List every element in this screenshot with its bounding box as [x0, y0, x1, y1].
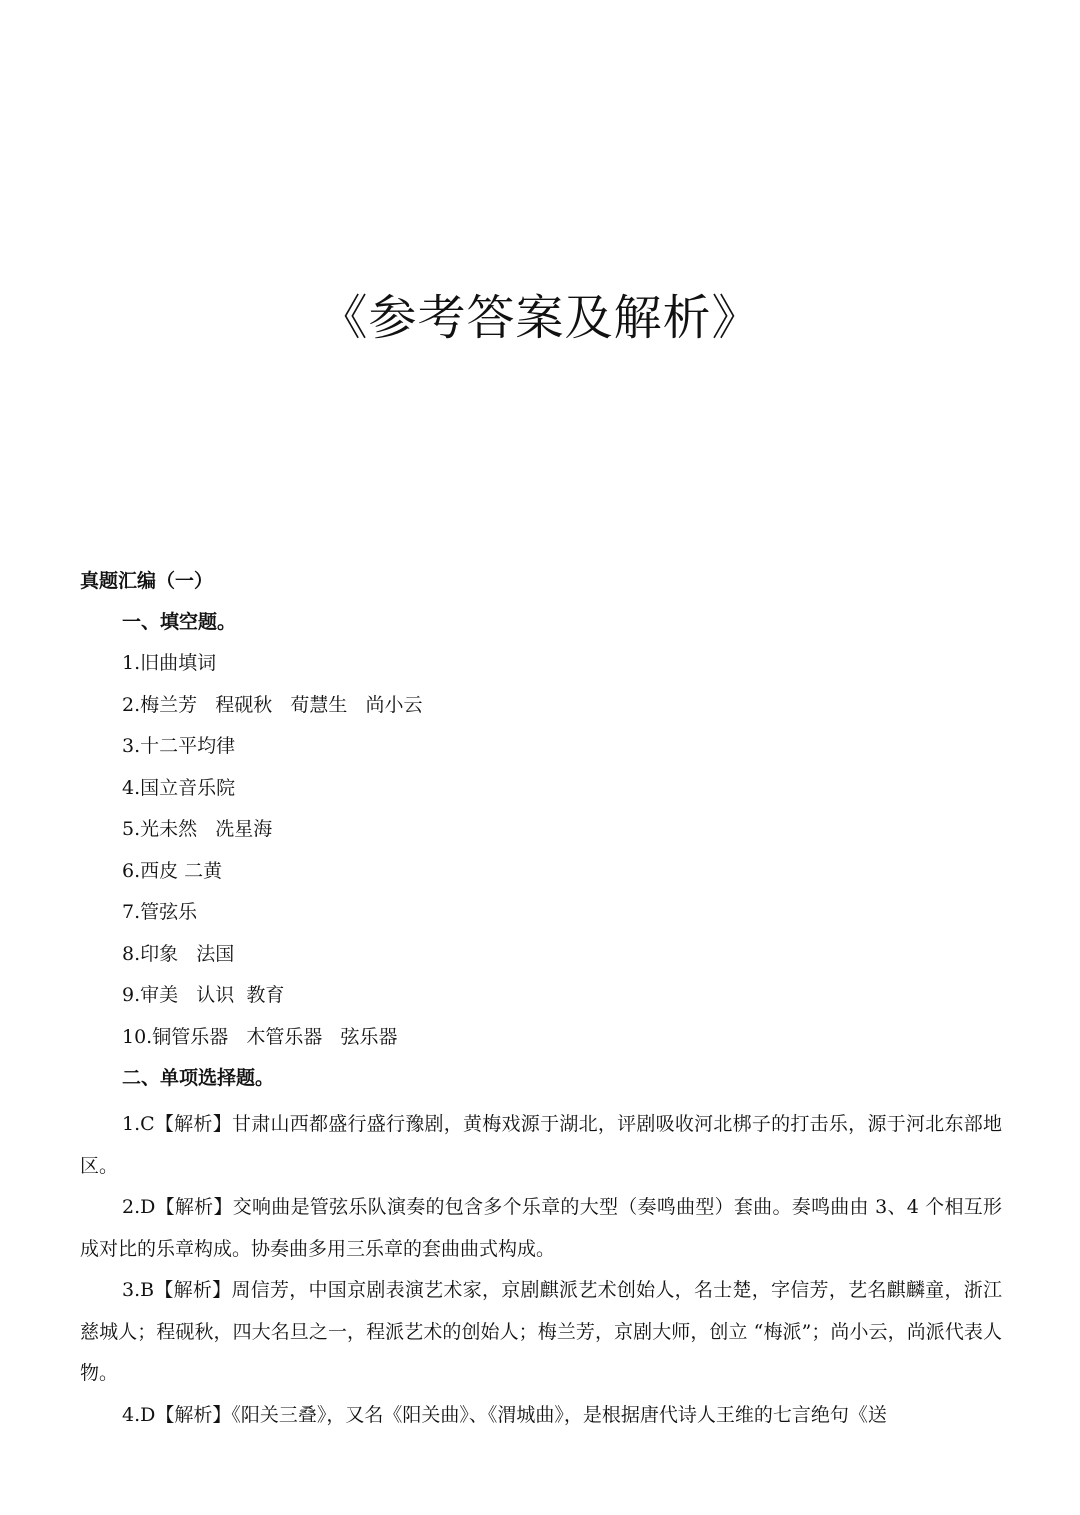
choice-answer-2-key: 2.D【解析】 — [122, 1196, 233, 1218]
choice-answer-1-key: 1.C【解析】 — [122, 1113, 232, 1135]
choice-answer-3-explanation: 周信芳，中国京剧表演艺术家，京剧麒派艺术创始人，名士楚，字信芳，艺名麒麟童，浙江慈城人；程砚秋，四大名旦之一，程派艺术的创始人；梅兰芳，京剧大师，创立 “梅派”；尚小云，尚派代表人物。 — [80, 1279, 1002, 1384]
single-choice-heading: 二、单项选择题。 — [122, 1067, 275, 1089]
fill-in-answer-9: 9.审美 认识 教育 — [122, 984, 285, 1006]
fill-in-answer-10: 10.铜管乐器 木管乐器 弦乐器 — [122, 1025, 398, 1048]
choice-answer-2 — [80, 1187, 1002, 1270]
fill-in-answer-4: 4.国立音乐院 — [122, 776, 236, 799]
choice-answer-1 — [80, 1104, 1002, 1187]
fill-in-answer-2: 2.梅兰芳 程砚秋 荀慧生 尚小云 — [122, 693, 423, 716]
section-heading: 真题汇编（一） — [80, 570, 214, 592]
choice-answer-4-explanation: 《阳关三叠》，又名《阳关曲》、《渭城曲》，是根据唐代诗人王维的七言绝句《送 — [231, 1403, 887, 1426]
fill-in-heading: 一、填空题。 — [122, 611, 237, 633]
fill-in-answer-list — [80, 648, 1002, 1052]
fill-in-answer-5: 5.光未然 冼星海 — [122, 818, 273, 840]
choice-answer-3 — [80, 1270, 1002, 1395]
fill-in-answer-1: 1.旧曲填词 — [122, 652, 217, 674]
choice-answer-2-explanation: 交响曲是管弦乐队演奏的包含多个乐章的大型（奏鸣曲型）套曲。奏鸣曲由 3、4 个相互形成对比的乐章构成。协奏曲多用三乐章的套曲曲式构成。 — [80, 1196, 1002, 1260]
page-title: 《参考答案及解析》 — [319, 290, 761, 346]
fill-in-answer-3: 3.十二平均律 — [122, 735, 236, 757]
choice-answer-1-explanation: 甘肃山西都盛行盛行豫剧，黄梅戏源于湖北，评剧吸收河北梆子的打击乐，源于河北东部地区。 — [80, 1113, 1002, 1177]
answer-content — [80, 566, 1002, 1436]
choice-answer-3-key: 3.B【解析】 — [122, 1279, 232, 1301]
fill-in-answer-8: 8.印象 法国 — [122, 942, 235, 965]
choice-answer-4-key: 4.D【解析】 — [122, 1403, 232, 1426]
choice-answer-4 — [80, 1395, 1002, 1437]
fill-in-answer-7: 7.管弦乐 — [122, 901, 198, 923]
fill-in-answer-6: 6.西皮 二黄 — [122, 859, 223, 882]
